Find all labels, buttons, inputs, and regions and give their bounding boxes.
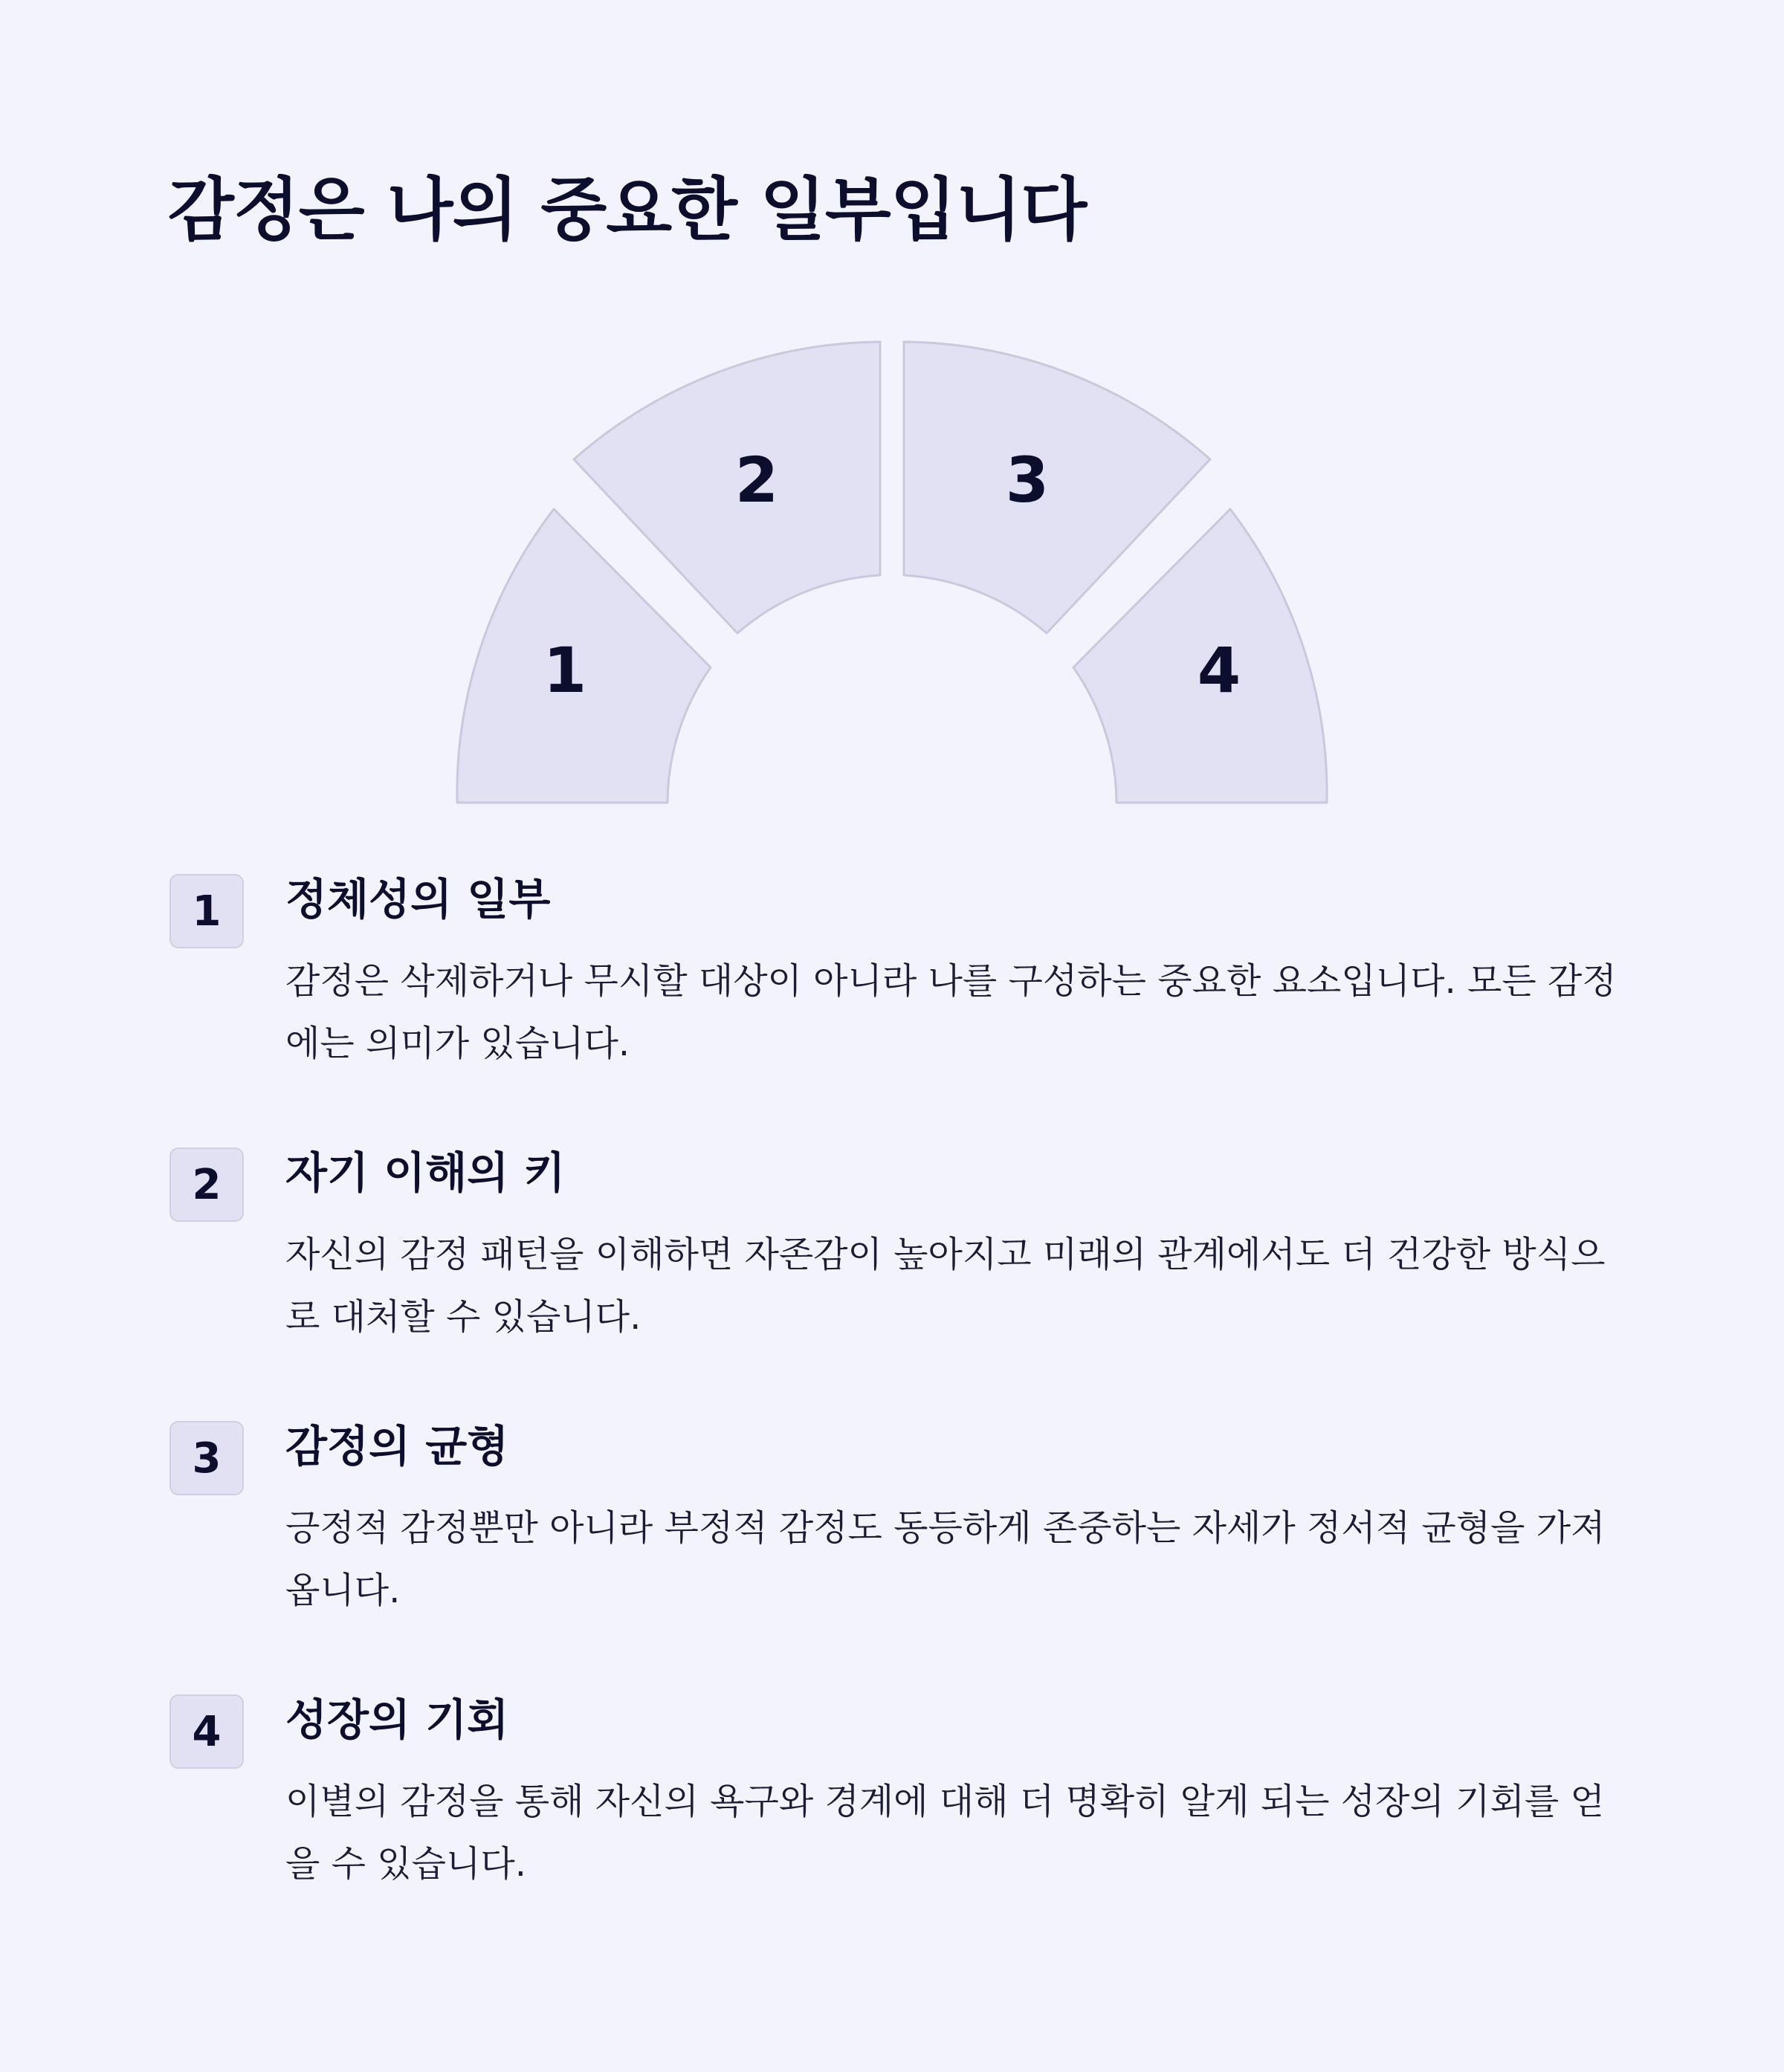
list-item [168, 1136, 1625, 1409]
item-description: 긍정적 감정뿐만 아니라 부정적 감정도 동등하게 존중하는 자세가 정서적 균형을 가져옵니다. [285, 1507, 1606, 1611]
semicircle-diagram [372, 312, 1412, 832]
segment-number-2: 2 [734, 443, 779, 517]
segment-number-3: 3 [1005, 443, 1050, 517]
list-item [168, 1683, 1625, 1956]
item-title: 감정의 균형 [285, 1421, 509, 1472]
item-title: 정체성의 일부 [285, 874, 551, 925]
item-number-badge: 2 [169, 1147, 244, 1222]
item-number-badge: 3 [169, 1421, 244, 1495]
page-title: 감정은 나의 중요한 일부입니다 [168, 170, 1087, 250]
item-title: 성장의 기회 [285, 1694, 509, 1745]
list-item [168, 1409, 1625, 1683]
item-description: 감정은 삭제하거나 무시할 대상이 아니라 나를 구성하는 중요한 요소입니다. 모든 감정에는 의미가 있습니다. [285, 960, 1617, 1064]
item-number-badge: 1 [169, 874, 244, 948]
item-title: 자기 이해의 키 [285, 1147, 566, 1198]
list-item [168, 862, 1625, 1136]
segment-number-1: 1 [543, 633, 587, 707]
item-list [168, 862, 1625, 1956]
segment-number-4: 4 [1197, 633, 1241, 707]
item-number-badge: 4 [169, 1694, 244, 1769]
item-description: 이별의 감정을 통해 자신의 욕구와 경계에 대해 더 명확히 알게 되는 성장의 기회를 얻을 수 있습니다. [285, 1781, 1605, 1885]
item-description: 자신의 감정 패턴을 이해하면 자존감이 높아지고 미래의 관계에서도 더 건강한 방식으로 대처할 수 있습니다. [285, 1234, 1606, 1338]
